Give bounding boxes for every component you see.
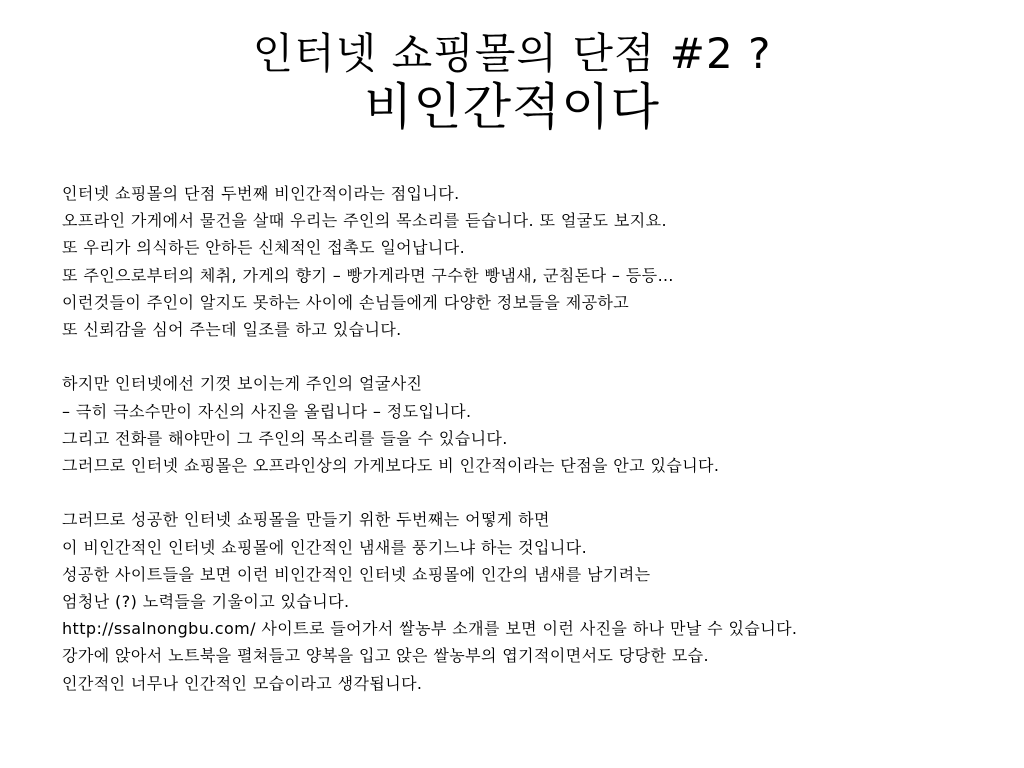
body-line: 또 신뢰감을 심어 주는데 일조를 하고 있습니다. <box>62 320 402 340</box>
blank-line <box>62 479 1002 506</box>
body-line: 인간적인 너무나 인간적인 모습이라고 생각됩니다. <box>62 673 423 693</box>
body-line: 인터넷 쇼핑몰의 단점 두번째 비인간적이라는 점입니다. <box>62 184 460 203</box>
body-line: 그러므로 성공한 인터넷 쇼핑몰을 만들기 위한 두번째는 어떻게 하면 <box>62 510 550 530</box>
body-line: 성공한 사이트들을 보면 이런 비인간적인 인터넷 쇼핑몰에 인간의 냄새를 남기려는 <box>62 564 651 584</box>
body-line: 엄청난 (?) 노력들을 기울이고 있습니다. <box>62 592 350 612</box>
body-line: 하지만 인터넷에선 기껏 보이는게 주인의 얼굴사진 <box>62 374 423 394</box>
body-line: 강가에 앉아서 노트북을 펼쳐들고 양복을 입고 앉은 쌀농부의 엽기적이면서도 당당한 모습. <box>62 646 710 666</box>
body-line: 또 주인으로부터의 체취, 가게의 향기 – 빵가게라면 구수한 빵냄새, 군침돈다 – 등등… <box>62 265 674 285</box>
blank-line <box>62 343 1002 370</box>
body-line: 또 우리가 의식하든 안하든 신체적인 접촉도 일어납니다. <box>62 238 466 258</box>
body-line: 이 비인간적인 인터넷 쇼핑몰에 인간적인 냄새를 풍기느냐 하는 것입니다. <box>62 537 588 557</box>
slide-title <box>0 30 1024 135</box>
title-line-1: 인터넷 쇼핑몰의 단점 #2 ? <box>252 29 772 78</box>
body-line: 그러므로 인터넷 쇼핑몰은 오프라인상의 가게보다도 비 인간적이라는 단점을 안고 있습니다. <box>62 456 720 476</box>
slide-body <box>62 180 1002 697</box>
title-line-2: 비인간적이다 <box>364 78 660 137</box>
body-line-with-url: http://ssalnongbu.com/ 사이트로 들어가서 쌀농부 소개를 보면 이런 사진을 하나 만날 수 있습니다. <box>62 619 798 639</box>
body-line: – 극히 극소수만이 자신의 사진을 올립니다 – 정도입니다. <box>62 401 472 421</box>
body-line: 이런것들이 주인이 알지도 못하는 사이에 손님들에게 다양한 정보들을 제공하고 <box>62 292 630 312</box>
body-line: 오프라인 가게에서 물건을 살때 우리는 주인의 목소리를 듣습니다. 또 얼굴도 보지요. <box>62 211 667 231</box>
body-line: 그리고 전화를 해야만이 그 주인의 목소리를 들을 수 있습니다. <box>62 428 508 448</box>
